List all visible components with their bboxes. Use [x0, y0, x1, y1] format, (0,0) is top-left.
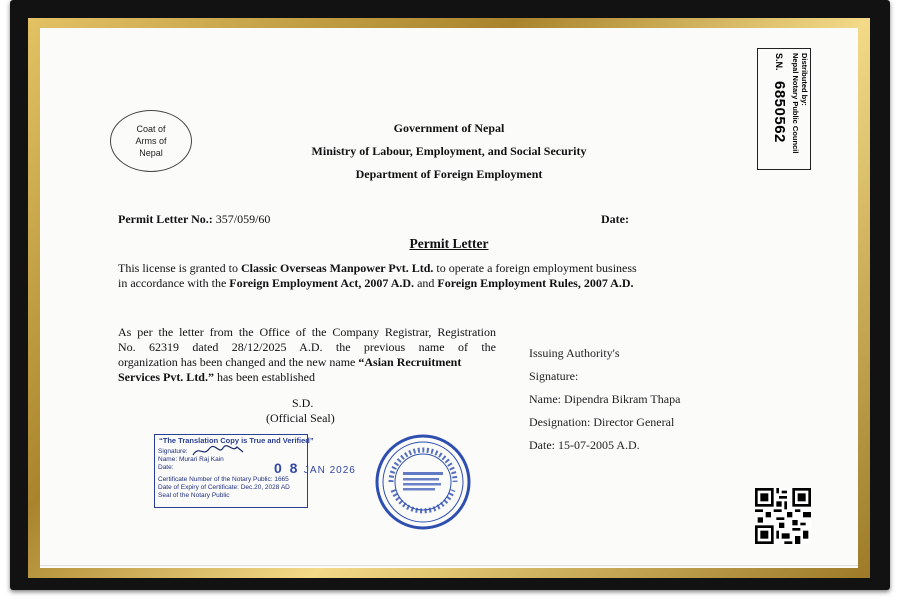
distributed-by-label: Distributed by:: [800, 53, 809, 106]
date-stamp: 0 8 JAN 2026: [274, 460, 356, 476]
license-paragraph: This license is granted to Classic Overseas Manpower Pvt. Ltd. to operate a foreign employment business in accordance with the Foreign Employment Act, 2007 A.D. and Foreign Employment Rules, 2007 A.D.: [118, 261, 637, 290]
header-department: Department of Foreign Employment: [355, 167, 543, 181]
issuing-signature-label: Signature:: [529, 369, 579, 383]
serial-number-label: S.N.: [774, 53, 784, 71]
qr-code: [755, 488, 811, 544]
issuing-date: Date: 15-07-2005 A.D.: [529, 438, 640, 452]
permit-letter-title: Permit Letter: [409, 236, 489, 251]
official-seal-label: (Official Seal): [266, 411, 335, 425]
serial-number-box: [757, 48, 811, 170]
issuing-authority-label: Issuing Authority's: [529, 346, 620, 360]
notary-verification-stamp: “The Translation Copy is True and Verified” Signature: Name: Murari Raj Kain Date: Certificate Number of the Notary Public: 1665 Date of Expiry of Certificate: Dec.20, 2028 AD Seal of the Notary Public: [154, 434, 308, 508]
issuing-name: Name: Dipendra Bikram Thapa: [529, 392, 681, 406]
date-label: Date:: [601, 212, 629, 226]
name-change-paragraph: As per the letter from the Office of the Company Registrar, Registration No. 62319 dated 28/12/2025 A.D. the previous name of the organization has been changed and the new name “Asian Recruitment Services Pvt. Ltd.” has been established: [118, 325, 496, 384]
serial-number-value: 6850562: [771, 81, 788, 143]
header-ministry: Ministry of Labour, Employment, and Social Security: [311, 144, 587, 158]
certificate-paper: [40, 28, 858, 568]
issuing-designation: Designation: Director General: [529, 415, 675, 429]
sd-mark: S.D.: [292, 396, 314, 410]
permit-number: Permit Letter No.: 357/059/60: [118, 212, 271, 226]
distributed-by-council: Nepal Notary Public Council: [791, 53, 800, 154]
header-government: Government of Nepal: [393, 121, 505, 135]
coat-of-arms: Coat of Arms of Nepal: [110, 110, 192, 172]
notary-public-council-seal: [373, 432, 473, 532]
bottom-divider: [40, 565, 858, 566]
